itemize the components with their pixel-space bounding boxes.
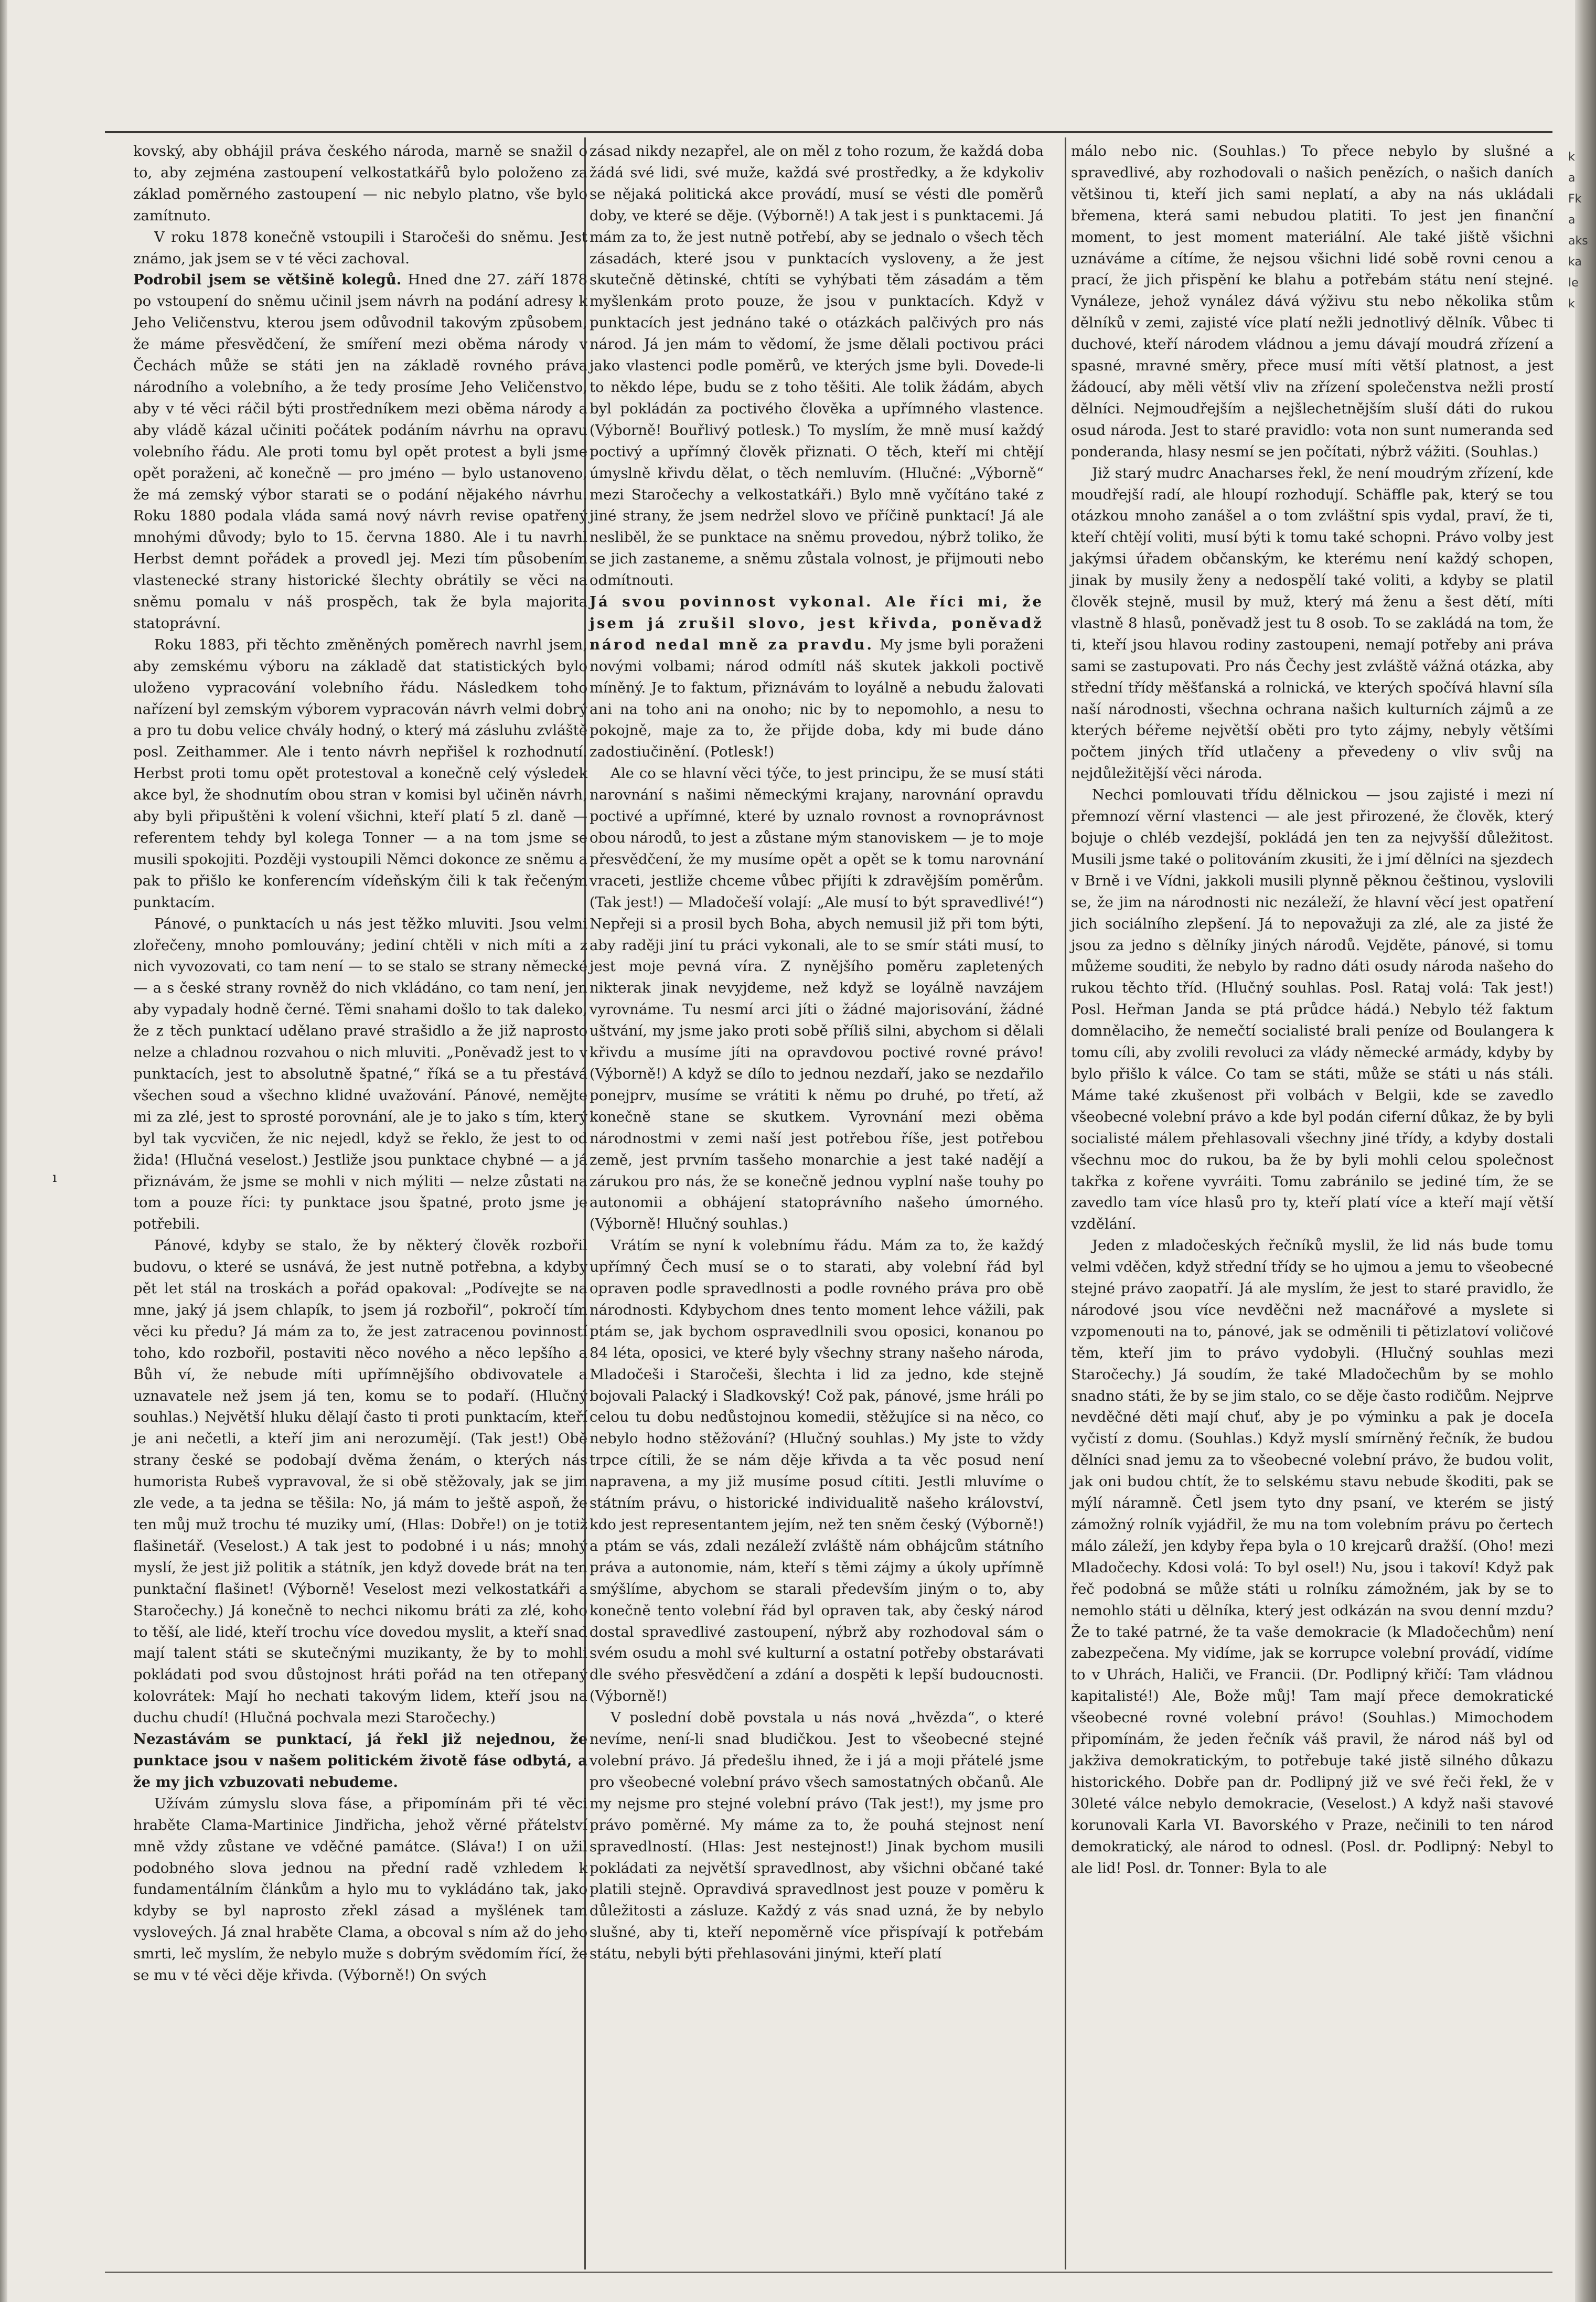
adjacent-page-fragment: k a Fk a aks ka le k	[1568, 151, 1588, 311]
paragraph: Již starý mudrc Anacharses řekl, že není moudrým zřízení, kde moudřejší radí, ale hloupí rozhodují. Schäffle pak, který se tou otázkou mnoho zanášel a o tom zvláštní spis vydal, praví, že ti, kteří chtějí voliti, musí býti k tomu také schopni. Právo volby jest jakýmsi úřadem občanským, ke kterému není každý schopen, jinak by musily ženy a nedospělí také voliti, a kdyby se platil člověk stejně, musil by muž, který má ženu a šest dětí, míti vlastně 8 hlasů, poněvadž jest tu 8 osob. To se zakládá na tom, že ti, kteří jsou hlavou rodiny zastoupeni, nemají potřeby ani práva sami se zastupovati. Pro nás Čechy jest zvláště vážná otázka, aby střední třídy měšťanská a rolnická, ve kterých spočívá hlavní síla naší národnosti, všechna ochrana našich kulturních zájmů a ze kterých béřeme největší oběti pro tyto zájmy, nebyly většími počtem jiných tříd utlačeny a převedeny o vliv svůj na nejdůležitější věci národa.	[1071, 464, 1554, 782]
bottom-rule	[105, 2272, 1552, 2273]
text-column-1	[133, 141, 587, 2265]
paragraph: zásad nikdy nezapřel, ale on měl z toho rozum, že každá doba žádá své lidi, své muže, každá své prostředky, a že kdykoliv se nějaká politická akce provádí, musí se vésti dle poměrů doby, ve které se děje. (Výborně!) A tak jest i s punktacemi. Já mám za to, že jest nutně potřebí, aby se jednalo o všech těch zásadách, které jsou v punktacích vysloveny, a že jest skutečně dětinské, chtíti se vyhýbati těm zásadám a těm myšlenkám proto pouze, že jsou v punktacích. Když v punktacích jest jednáno také o otázkách palčivých pro nás národ. Já jen mám to vědomí, že jsme dělali poctivou práci jako vlastenci podle poměrů, ve kterých jsme byli. Dovede-li to někdo lépe, budu se z toho těšiti. Ale tolik žádám, abych byl pokládán za poctivého člověka a upřímného vlastence. (Výborně! Bouřlivý potlesk.) To myslím, že mně musí každý poctivý a upřímný člověk přiznati. O těch, kteří mi chtějí úmyslně křivdu dělat, o těch nemluvím. (Hlučné: „Výborně“ mezi Staročechy a velkostatkáři.) Bylo mně vyčítáno také z jiné strany, že jsem nedržel slovo ve příčině punktací! Já ale nesliběl, že se punktace na sněmu provedou, nýbrž toliko, že se jich zastaneme, a sněmu zůstala volnost, je přijmouti nebo odmítnouti.	[590, 143, 1044, 589]
margin-mark: ı	[52, 1170, 57, 1186]
paragraph: Vrátím se nyní k volebnímu řádu. Mám za to, že každý upřímný Čech musí se o to starati, aby volební řád byl opraven podle spravedlnosti a podle rovného práva pro obě národnosti. Kdybychom dnes tento moment lehce vážili, pak ptám se, jak bychom ospravedlnili svou oposici, konanou po 84 léta, oposici, ve které byly všechny strany našeho národa, Mladočeši i Staročeši, šlechta i lid za jedno, kde stejně bojovali Palacký i Sladkovský! Což pak, pánové, jsme hráli po celou tu dobu nedůstojnou komedii, stěžujíce si na něco, co nebylo hodno stěžování? (Hlučný souhlas.) My jste to vždy trpce cítili, že se nám děje křivda a ta věc posud není napravena, a my již musíme posud cítiti. Jestli mluvíme o státním právu, o historické individualitě našeho království, kdo jest representantem jejím, než ten sněm český (Výborně!) a ptám se vás, zdali nezáleží zvláště nám obhájcům státního práva a autonomie, nám, kteří s těmi zájmy a úkoly upřímně smýšlíme, abychom se starali především jiným o to, aby konečně tento volební řád byl opraven tak, aby český národ dostal spravedlivé zastoupení, nýbrž aby rozhodoval sám o svém osudu a mohl své kulturní a ostatní potřeby obstarávati dle svého přesvědčení a zdání a dospěti k lepší budoucnosti. (Výborně!)	[590, 1237, 1044, 1705]
paragraph	[590, 591, 1044, 763]
paragraph: kovský, aby obhájil práva českého národa, marně se snažil o to, aby zejména zastoupení velkostatkářů bylo položeno za základ poměrného zastoupení — nic nebylo platno, vše bylo zamítnuto.	[133, 143, 587, 224]
column-separator	[1065, 137, 1066, 2269]
paragraph-rest: Hned dne 27. září 1878 po vstoupení do sněmu učinil jsem návrh na podání adresy k Jeho Veličenstvu, kterou jsem odůvodnil takovým způsobem, že máme přesvědčení, že smíření mezi oběma národy v Čechách může se státi jen na základě rovného práva národního a volebního, a že tedy prosíme Jeho Veličenstvo, aby v té věci ráčil býti prostředníkem mezi oběma národy a aby vládě kázal učiniti počátek podáním návrhu na opravu volebního řádu. Ale proti tomu byl opět protest a byli jsme opět poraženi, ač konečně — pro jméno — bylo ustanoveno, že má zemský výbor starati se o podání nějakého návrhu. Roku 1880 podala vláda samá nový návrh revise opatřený mnohými důvody; bylo to 15. června 1880. Ale i tu navrhl Herbst demnt pořádek a provedl jej. Mezi tím působením vlastenecké strany historické šlechty obrátily se věci na sněmu pomalu v náš prospěch, tak že byla majorita statoprávní.	[133, 271, 587, 632]
paragraph: V roku 1878 konečně vstoupili i Staročeši do sněmu. Jest známo, jak jsem se v té věci zachoval.	[133, 228, 587, 267]
paragraph: Ale co se hlavní věci týče, to jest principu, že se musí státi narovnání s našimi německými krajany, narovnání opravdu poctivé a upřímné, které by uznalo rovnost a rovnoprávnost obou národů, to jest a zůstane mým stanoviskem — je to moje přesvědčení, že my musíme opět a opět se k tomu narovnání vraceti, jestliže chceme vůbec přijíti k zdravějším poměrům. (Tak jest!) — Mladočeší volají: „Ale musí to být spravedlivé!“) Nepřeji si a prosil bych Boha, abych nemusil již při tom býti, aby raději jiní tu práci vykonali, ale to se smír státi musí, to jest moje pevná víra. Z nynějšího poměru zapletených nikterak jinak nevyjdeme, než když se loyálně navzájem vyrovnáme. Tu nesmí arci jíti o žádné majorisování, žádné uštvání, my jsme jako proti sobě příliš silni, abychom si dělali křivdu a musíme jíti na opravdovou poctivé rovné právo! (Výborně!) A když se dílo to jednou nezdaří, jako se nezdařilo ponejprv, musíme se vrátiti k němu po druhé, po třetí, až konečně stane se skutkem. Vyrovnání mezi oběma národnostmi v zemi naší jest potřebou říše, jest potřebou země, jest prvním tasšeho monarchie a jest také nadějí a zárukou pro nás, že se konečně jednou vyplní naše touhy po autonomii a obhájení statoprávního našeho úmorného. (Výborně! Hlučný souhlas.)	[590, 765, 1044, 1233]
spaced-lead: Já svou povinnost vykonal. Ale říci mi, že jsem já zrušil slovo, jest křivda, poněvadž národ nedal mně za pravdu.	[590, 593, 1044, 653]
paragraph: Pánové, kdyby se stalo, že by některý člověk rozbořil budovu, o které se usnává, že jest nutně potřebna, a kdyby pět let stál na troskách a pořád opakoval: „Podívejte se na mne, jaký já jsem chlapík, to jsem já rozbořil“, pokročí tím věci ku předu? Já mám za to, že jest zatracenou povinností toho, kdo rozbořil, postaviti něco nového a něco lepšího a Bůh ví, že nebude míti upřímnějšího obdivovatele a uznavatele než jsem já ten, komu se to podaří. (Hlučný souhlas.) Největší hluku dělají často ti proti punktacím, kteří je ani nečetli, a kteří jim ani nerozumějí. (Tak jest!) Obě strany české se podobají dvěma ženám, o kterých nás humorista Rubeš vypravoval, že si obě stěžovaly, jak se jim zle vede, a ta jedna se těšila: No, já mám to ještě aspoň, že ten můj muž trochu té muziky umí, (Hlas: Dobře!) on je totiž flašinetář. (Veselost.) A tak jest to podobné i u nás; mnohý myslí, že jest již politik a státník, jen když dovede brát na ten punktační flašinet! (Výborně! Veselost mezi velkostatkáři a Staročechy.) Já konečně to nechci nikomu bráti za zlé, koho to těší, ale lidé, kteří trochu více dovedou myslit, a kteří snad mají talent státi se skutečnými muzikanty, že by to mohli pokládati pod svou důstojnost hráti pořád na ten otřepaný kolovrátek: Mají ho nechati takovým lidem, kteří jsou na duchu chudí! (Hlučná pochvala mezi Staročechy.)	[133, 1237, 587, 1727]
text-column-3	[1071, 141, 1554, 2265]
scan-left-edge	[0, 0, 7, 2302]
paragraph: Jeden z mladočeských řečníků myslil, že lid nás bude tomu velmi vděčen, když střední třídy se ho ujmou a jemu to všeobecné stejné právo zaopatří. Já ale myslím, že jest to staré pravidlo, že národové jsou více nevděčni než macnářové a myslete si vzpomenouti na to, pánové, jak se odměnili ti pětizlatoví voličové těm, kteří jim to právo vydobyli. (Hlučný souhlas mezi Staročechy.) Já soudím, že také Mladočechům by se mohlo snadno státi, že by se jim stalo, co se děje často rodičům. Nejprve nevděčné děti mají chuť, aby je po výminku a pak je doceIa vyčistí z domu. (Souhlas.) Když myslí smírněný řečník, že budou dělníci snad jemu za to všeobecné volební právo, že budou volit, jak oni budou chtít, že to selskému stavu nebude škoditi, pak se mýlí náramně. Četl jsem tyto dny psaní, ve kterém se jistý zámožný rolník vyjádřil, že mu na tom volebním právu po čertech málo záleží, jen kdyby řepa byla o 10 krejcarů dražší. (Oho! mezi Mladočechy. Kdosi volá: To byl osel!) Nu, jsou i takoví! Když pak řeč podobná se může státi u rolníku zámožném, jak by se to nemohlo státi u dělníka, který jest odkázán na svou denní mzdu? Že to také patrné, že ta vaše demokracie (k Mladočechům) není zabezpečena. My vidíme, jak se korrupce volební provádí, vidíme to v Uhrách, Haliči, ve Francii. (Dr. Podlipný křičí: Tam vládnou kapitalisté!) Ale, Bože můj! Tam mají přece demokratické všeobecné rovné volební právo! (Souhlas.) Mimochodem připomínám, že jeden řečník váš pravil, že národ náš byl od jakživa demokratickým, to potřebuje také jistě silného důkazu historického. Dobře pan dr. Podlipný již ve své řeči řekl, že v 30leté válce nebylo demokracie, (Veselost.) A když naši stavové korunovali Karla VI. Bavorského v Praze, nečinili to ten národ demokratický, ale národ to odnesl. (Posl. dr. Podlipný: Nebyl to ale lid! Posl. dr. Tonner: Byla to ale	[1071, 1237, 1554, 1877]
paragraph: Užívám zúmyslu slova fáse, a připomínám při té věci hraběte Clama-Martinice Jindřicha, jehož věrné přátelství mně vždy zůstane ve vděčné památce. (Sláva!) I on užil podobného slova jednou na přední radě vzhledem k fundamentálním článkům a hylo mu to vykládáno tak, jako kdyby se byl naprosto zřekl zásad a myšlének tam vysloveých. Já znal hraběte Clama, a obcoval s ním až do jeho smrti, leč myslím, že nebylo muže s dobrým svědomím řící, že se mu v té věci děje křivda. (Výborně!) On svých	[133, 1795, 587, 1984]
paragraph: Pánové, o punktacích u nás jest těžko mluviti. Jsou velmi zlořečeny, mnoho pomlouvány; jediní chtěli v nich míti a z nich vyvozovati, co tam není — to se stalo se strany německé — a s české strany rovněž do nich vkládáno, co tam není, jen aby vypadaly hodně černé. Těmi snahami došlo to tak daleko, že z těch punktací udělano pravé strašidlo a že již naprosto nelze a chladnou rozvahou o nich mluviti. „Poněvadž jest to v punktacích, jest to absolutně špatné,“ říká se a tu přestává všechen soud a všechno klidné uvažování. Pánové, nemějte mi za zlé, jest to sprosté porovnání, ale je to jako s tím, který byl tak vycvičen, že nic nejedl, když se řeklo, že jest to od žida! (Hlučná veselost.) Jestliže jsou punktace chybné — a já přiznávám, že jsme se mohli v nich mýliti — nelze zůstati na tom a pouze říci: ty punktace jsou špatné, proto jsme je potřebili.	[133, 915, 587, 1233]
bold-lead: Podrobil jsem se většině kolegů.	[133, 271, 402, 289]
paragraph: Nechci pomlouvati třídu dělnickou — jsou zajisté i mezi ní přemnozí věrní vlastenci — ale jest přirozené, že člověk, který bojuje o chléb vezdejší, pokládá jen ten za nejvyšší důležitost. Musili jsme také o politováním zkusiti, že i jmí dělníci na sjezdech v Brně i ve Vídni, jakkoli musili plynně pěknou češtinou, vyslovili se, že jim na národnosti nic nezáleží, že hlavní věcí jest opatření jich sociálního zlepšení. Já to nepovažuji za zlé, ale za jisté že jsou za jedno s dělníky jiných národů. Vejděte, pánové, si tomu můžeme souditi, že nebylo by radno dáti osudy národa našeho do rukou těchto tříd. (Hlučný souhlas. Posl. Rataj volá: Tak jest!) Posl. Heřman Janda se ptá průdce hádá.) Nebylo též faktum domnělaciho, že nemečtí socialisté brali peníze od Boulangera k tomu cíli, aby zvolili revoluci za vlády německé armády, kdyby by bylo přišlo k válce. Co tam se státi, může se státi u nás stáli. Máme také zkušenost při volbách v Belgii, kde se zavedlo všeobecné volební právo a kde byl podán ciferní důkaz, že by byli socialisté málem přehlasovali všechny jiné třídy, a kdyby dostali všechnu moc do rukou, ba že by byli mohli celou společnost takřka z kořene vyvráiti. Tomu zabránilo se jediné tím, že se zavedlo tam více hlasů pro ty, kteří platí více a kteří mají větší vzdělání.	[1071, 786, 1554, 1233]
paragraph	[133, 269, 587, 634]
paragraph-rest: My jsme byli poraženi novými volbami; národ odmítl náš skutek jakkoli poctivě míněný. Je to faktum, přiznávám to loyálně a nebudu žalovati ani na toho ani na onoho; nic by to nepomohlo, a nesu to pokojně, maje za to, že přijde doba, kdy mi bude dáno zadostiučinění. (Potlesk!)	[590, 636, 1044, 761]
top-rule	[105, 131, 1552, 133]
text-column-2	[590, 141, 1044, 2265]
bold-paragraph: Nezastávám se punktací, já řekl již nejednou, že punktace jsou v našem politickém životě fáse odbytá, a že my jich vzbuzovati nebudeme.	[133, 1731, 587, 1791]
paragraph: V poslední době povstala u nás nová „hvězda“, o které nevíme, není-li snad bludičkou. Jest to všeobecné stejné volební právo. Já předešlu ihned, že i já a moji přátelé jsme pro všeobecné volební právo všech samostatných občanů. Ale my nejsme pro stejné volební právo (Tak jest!), my jsme pro právo poměrné. My máme za to, že pouhá stejnost není spravedlností. (Hlas: Jest nestejnost!) Jinak bychom musili pokládati za největší spravedlnost, aby všichni občané také platili stejně. Opravdivá spravedlnost jest pouze v poměru k důležitosti a zásluze. Každý z vás snad uzná, že by nebylo slušné, aby ti, kteří nepoměrně více přispívají k potřebám státu, nebyli býti přehlasováni jinými, kteří platí	[590, 1709, 1044, 1963]
paragraph: málo nebo nic. (Souhlas.) To přece nebylo by slušné a spravedlivé, aby rozhodovali o našich penězích, o našich daních většinou ti, kteří jich sami neplatí, a aby na nás ukládali břemena, která sami nebudou platiti. To jest jen finanční moment, to jest moment materiální. Ale také jiště všichni uznáváme a cítíme, že nejsou všichni lidé sobě rovni cenou a prací, že jich přispění ke blahu a potřebám státu není stejné. Vynáleze, jehož vynález dává výživu stu nebo několika stům dělníků v zemi, zajisté více platí nežli jednotlivý dělník. Vůbec ti duchové, kteří národem vládnou a jemu dávají moudrá zřízení a spasné, mravné směry, přece musí míti větší platnost, a jest žádoucí, aby měli větší vliv na zřízení společenstva nežli prostí dělníci. Nejmoudřejším a nejšlechetnějším sluší dáti do rukou osud národa. Jest to staré pravidlo: vota non sunt numeranda sed ponderanda, hlasy nesmí se jen počítati, nýbrž vážiti. (Souhlas.)	[1071, 143, 1554, 460]
paragraph: Roku 1883, při těchto změněných poměrech navrhl jsem, aby zemskému výboru na základě dat statistických bylo uloženo vypracování volebního řádu. Následkem toho nařízení byl zemským výborem vypracován návrh velmi dobrý a pro tu dobu velice chvály hodný, o který má zásluhu zvláště posl. Zeithammer. Ale i tento návrh nepřišel k rozhodnutí. Herbst proti tomu opět protestoval a konečně celý výsledek akce byl, že shodnutím obou stran v komisi byl učiněn návrh, aby byli připuštěni k volení všichni, kteří platí 5 zl. daně — referentem tehdy byl kolega Tonner — a na tom jsme se musili spokojiti. Později vystoupili Němci dokonce ze sněmu a pak to přišlo ke konferencím vídeňským čili k tak řečeným punktacím.	[133, 636, 587, 911]
